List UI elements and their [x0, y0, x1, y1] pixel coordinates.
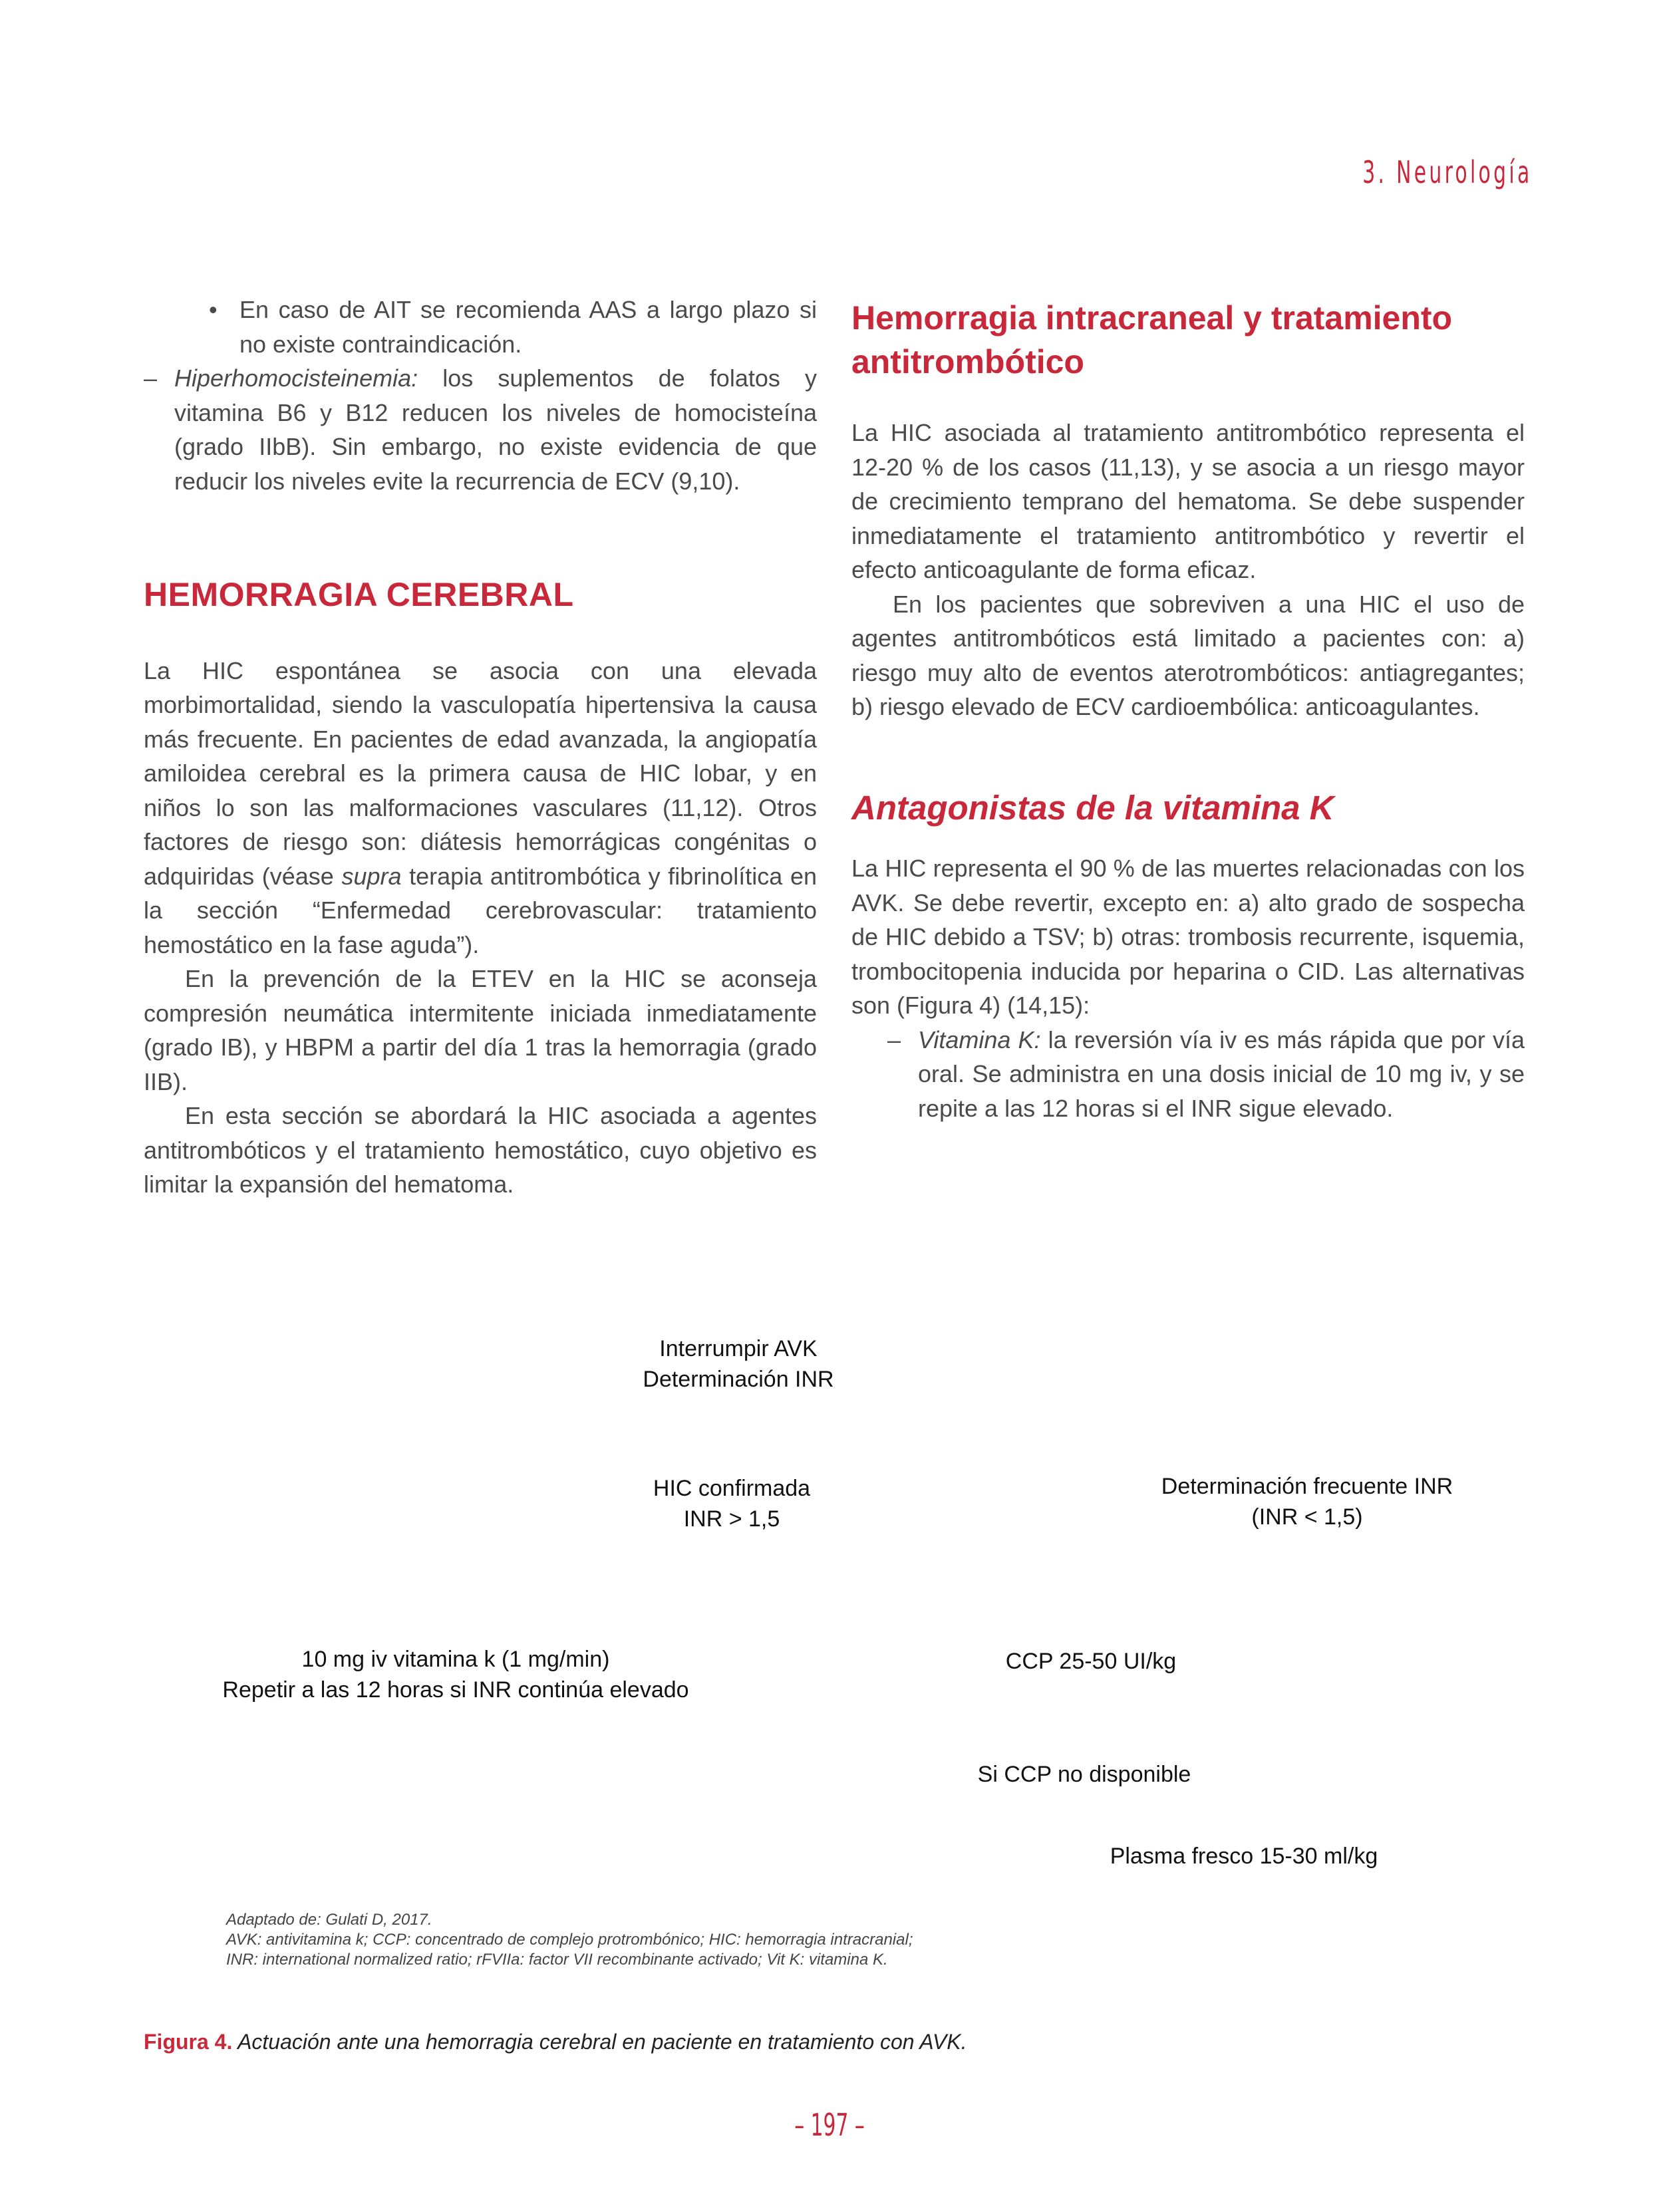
flowchart-node-interrumpir-avk [565, 1333, 911, 1395]
dash-mark: – [144, 364, 158, 392]
flowchart-node-hic-confirmada [565, 1473, 898, 1534]
note-adaptado: Adaptado de: Gulati D, 2017. [226, 1911, 432, 1929]
hyper-term: Hiperhomocisteinemia: [174, 364, 418, 392]
note-abbreviations-1: AVK: antivitamina k; CCP: concentrado de complejo protrombónico; HIC: hemorragia intracranial; [226, 1931, 913, 1949]
dash-mark: – [887, 1026, 901, 1053]
bullet-text: En caso de AIT se recomienda AAS a largo plazo si no existe contraindicación. [239, 296, 817, 358]
paragraph-hic-avk: La HIC representa el 90 % de las muertes relacionadas con los AVK. Se debe revertir, excepto en: a) alto grado de sospecha de HIC debido a TSV; b) otras: trombosis recurrente, isquemia, trombocitopenia inducida por heparina o CID. Las alternativas son (Figura 4) (14,15): [851, 855, 1525, 1019]
section-heading-hemorragia-cerebral: HEMORRAGIA CEREBRAL [144, 576, 574, 613]
paragraph-hic-antitrombotico: La HIC asociada al tratamiento antitrombótico representa el 12-20 % de los casos (11,13), y se asocia a un riesgo mayor de crecimiento temprano del hematoma. Se debe suspender inmediatamente el tratamiento antitrombótico y revertir el efecto anticoagulante de forma eficaz. [851, 419, 1525, 583]
vitk-term: Vitamina K: [918, 1026, 1041, 1053]
node-line-2: Repetir a las 12 horas si INR continúa elevado [222, 1677, 689, 1703]
bullet-mark: • [209, 296, 218, 323]
p1-emphasis: supra [341, 862, 402, 890]
page-number: – 197 – [794, 2107, 865, 2143]
paragraph-prevencion-etev: En la prevención de la ETEV en la HIC se aconseja compresión neumática intermitente iniciada inmediatamente (grado IB), y HBPM a partir del día 1 tras la hemorragia (grado IIB). [144, 965, 817, 1095]
caption-text: Actuación ante una hemorragia cerebral en paciente en tratamiento con AVK. [232, 2030, 967, 2054]
node-line-1: HIC confirmada [653, 1476, 811, 1501]
vitk-text: la reversión vía iv es más rápida que por vía oral. Se administra en una dosis inicial de 10 mg iv, y se repite a las 12 horas si el INR sigue elevado. [918, 1026, 1525, 1122]
dash-item-hyperhomocysteinemia [144, 361, 817, 498]
flowchart-node-determinacion-frecuente [1091, 1471, 1523, 1532]
caption-label: Figura 4. [144, 2030, 233, 2054]
bullet-item-ait [209, 293, 817, 361]
paragraph-sobreviven: En los pacientes que sobreviven a una HIC el uso de agentes antitrombóticos está limitado a pacientes con: a) riesgo muy alto de eventos aterotrombóticos: antiagregantes; b) riesgo elevado de ECV cardioembólica: anticoagulantes. [851, 590, 1525, 720]
paragraph-hic-espontanea [144, 654, 817, 962]
flowchart-node-si-ccp-no-disponible: Si CCP no disponible [977, 1762, 1191, 1787]
right-column [851, 296, 1525, 1125]
hyper-text: los suplementos de folatos y vitamina B6 y B12 reducen los niveles de homocisteína (grado IIbB). Sin embargo, no existe evidencia de que reducir los niveles evite la recurrencia de ECV (9,10). [174, 364, 817, 495]
hyper-paragraph [174, 361, 817, 498]
node-line-2: (INR < 1,5) [1251, 1504, 1363, 1530]
section-heading-hemorragia-intracraneal: Hemorragia intracraneal y tratamiento antitrombótico [851, 299, 1453, 380]
p1-text-b: terapia antitrombótica y fibrinolítica en la sección “Enfermedad cerebrovascular: tratamiento hemostático en la fase aguda”). [144, 862, 818, 958]
paragraph-esta-seccion: En esta sección se abordará la HIC asociada a agentes antitrombóticos y el tratamiento hemostático, cuyo objetivo es limitar la expansión del hematoma. [144, 1102, 817, 1198]
vitk-paragraph [918, 1023, 1525, 1126]
flowchart-node-vitamina-k [173, 1644, 738, 1705]
figure-caption [144, 2030, 1474, 2054]
running-header: 3. Neurología [1362, 154, 1533, 190]
node-line-1: Determinación frecuente INR [1161, 1474, 1453, 1499]
flowchart-node-plasma-fresco: Plasma fresco 15-30 ml/kg [1110, 1844, 1378, 1869]
p1-text-a: La HIC espontánea se asocia con una elevada morbimortalidad, siendo la vasculopatía hipertensiva la causa más frecuente. En pacientes de edad avanzada, la angiopatía amiloidea cerebral es la primera causa de HIC lobar, y en niños lo son las malformaciones vasculares (11,12). Otros factores de riesgo son: diátesis hemorrágicas congénitas o adquiridas (véase [144, 656, 817, 890]
node-line-1: 10 mg iv vitamina k (1 mg/min) [301, 1647, 610, 1672]
node-line-2: INR > 1,5 [683, 1506, 780, 1532]
section-heading-antagonistas-vitamina-k: Antagonistas de la vitamina K [851, 788, 1334, 827]
left-column [144, 293, 817, 1202]
node-line-2: Determinación INR [643, 1367, 834, 1392]
node-line-1: Interrumpir AVK [659, 1336, 818, 1361]
note-abbreviations-2: INR: international normalized ratio; rFVIIa: factor VII recombinante activado; Vit K: vitamina K. [226, 1951, 888, 1969]
dash-item-vitamina-k [887, 1023, 1525, 1126]
flowchart-node-ccp: CCP 25-50 UI/kg [1005, 1649, 1177, 1674]
figure-notes [226, 1910, 1290, 1970]
